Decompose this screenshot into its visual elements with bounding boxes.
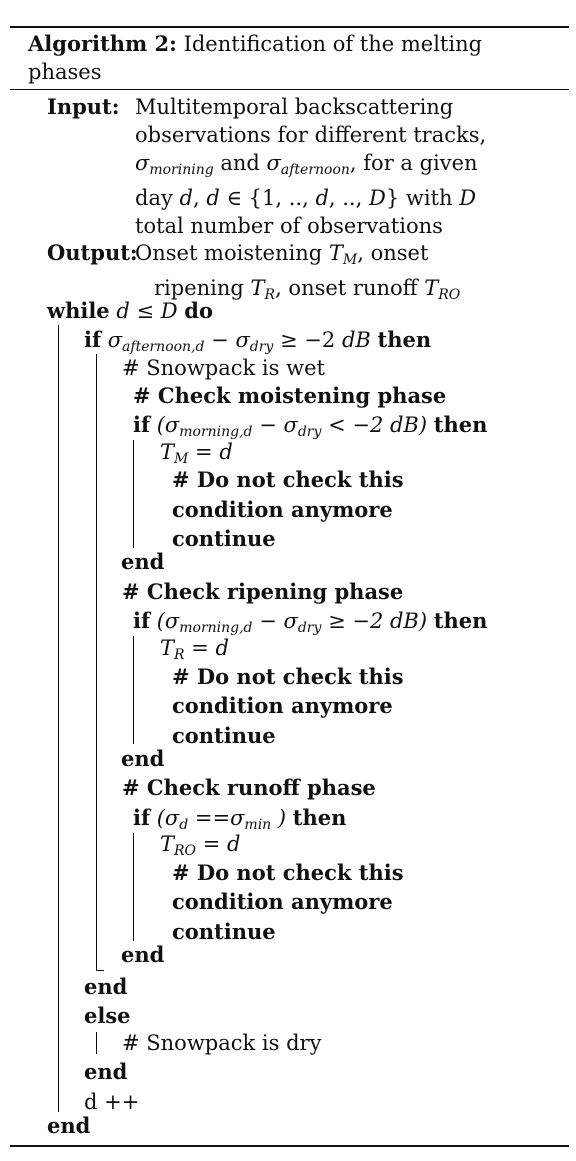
continue-2: continue — [172, 723, 276, 748]
output-text: Onset moistening $T_M$, onset ripening $T_R$, onset runoff $T_{RO}$ — [135, 241, 461, 303]
caption-title: Identification of the melting phases — [28, 32, 483, 84]
else-bar — [96, 1032, 97, 1054]
comment-not-check-4: condition anymore — [172, 693, 393, 718]
while-bar — [58, 325, 59, 1112]
if-moistening: if ($\sigma_{morning,d} - \sigma_{dry} < -2$ dB) then — [133, 412, 488, 440]
if-afternoon-tick — [96, 970, 104, 971]
comment-wet: # Snowpack is wet — [122, 356, 325, 380]
comment-not-check-5: # Do not check this — [172, 860, 404, 885]
input-label: Input: — [47, 94, 120, 119]
end-ripening: end — [121, 746, 165, 771]
comment-dry: # Snowpack is dry — [122, 1031, 322, 1055]
if-runoff-bar — [133, 833, 134, 941]
assign-tm: $T_M = d$ — [160, 440, 233, 467]
continue-3: continue — [172, 919, 276, 944]
if-moistening-bar — [133, 440, 134, 548]
comment-not-check-1: # Do not check this — [172, 467, 404, 492]
else-line: else — [84, 1003, 131, 1028]
if-afternoon-bar — [96, 354, 97, 970]
assign-tro: $T_{RO} = d$ — [160, 832, 241, 859]
if-afternoon: if $\sigma_{afternoon,d} - \sigma_{dry} \ge -2$ dB then — [84, 327, 432, 355]
if-ripening: if ($\sigma_{morning,d} - \sigma_{dry} \ge -2$ dB) then — [133, 608, 488, 636]
bottom-rule — [10, 1145, 569, 1147]
end-moistening: end — [121, 549, 165, 574]
caption-label: Algorithm 2: — [28, 31, 177, 56]
end-while: end — [47, 1113, 91, 1138]
comment-check-moistening: # Check moistening phase — [133, 383, 447, 408]
algorithm-caption — [28, 30, 548, 86]
comment-check-runoff: # Check runoff phase — [122, 775, 376, 800]
output-label: Output: — [47, 240, 138, 265]
if-runoff: if ($\sigma_d ==\sigma_{min}$ ) then — [133, 805, 347, 833]
end-afternoon-if: end — [84, 974, 128, 999]
caption-rule — [10, 89, 569, 90]
end-else: end — [84, 1059, 128, 1084]
comment-not-check-6: condition anymore — [172, 889, 393, 914]
while-line: while d ≤ D do — [47, 298, 213, 323]
end-runoff: end — [121, 942, 165, 967]
assign-tr: $T_R = d$ — [160, 636, 229, 663]
comment-not-check-2: condition anymore — [172, 497, 393, 522]
if-ripening-bar — [133, 636, 134, 744]
continue-1: continue — [172, 526, 276, 551]
comment-not-check-3: # Do not check this — [172, 664, 404, 689]
comment-check-ripening: # Check ripening phase — [122, 579, 404, 604]
increment-d: d ++ — [84, 1090, 140, 1114]
top-rule — [10, 26, 569, 28]
input-text: Multitemporal backscattering observations for different tracks, $\sigma_{morining}$ and $\sigma_{afternoon}$, for a given day d, d ∈ {1, .., d, .., D} with D total number of observations — [135, 95, 487, 238]
